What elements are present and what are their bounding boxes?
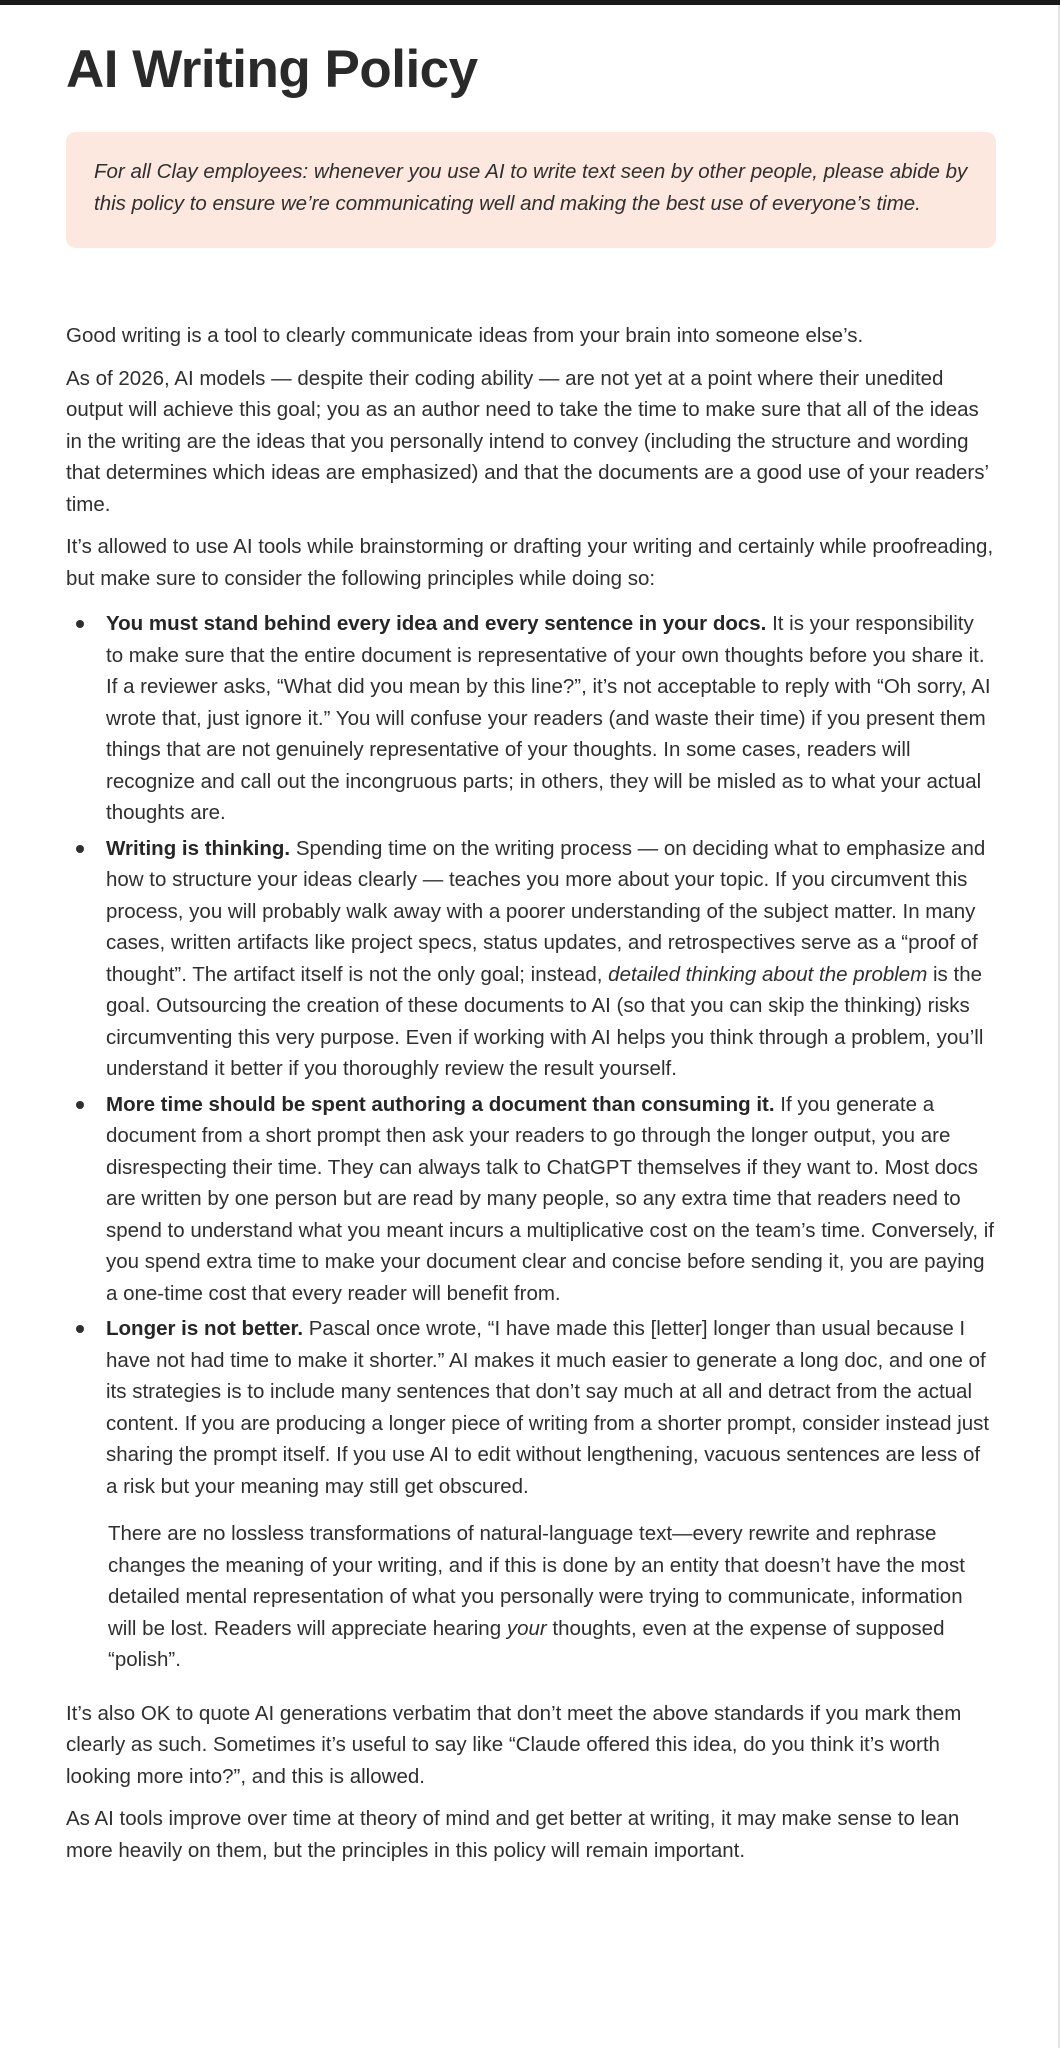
bullet-icon (76, 845, 84, 853)
page-title: AI Writing Policy (66, 40, 478, 99)
indented-paragraph (66, 1518, 996, 1676)
list-item (66, 833, 996, 1085)
list-item (66, 1089, 996, 1310)
principle-emphasis: detailed thinking about the problem (608, 962, 928, 986)
principle-heading: Longer is not better. (106, 1317, 304, 1340)
document-page (66, 38, 996, 1877)
indented-paragraph-text-continued: thoughts, even at the expense of supposed “polish”. (108, 1616, 945, 1671)
intro-paragraph-3: It’s allowed to use AI tools while brainstorming or drafting your writing and certainly while proofreading, but make sure to consider the following principles while doing so: (66, 535, 994, 590)
list-item (66, 1313, 996, 1502)
document-body (66, 320, 996, 1866)
principle-text-continued: is the goal. Outsourcing the creation of these documents to AI (so that you can skip the thinking) risks circumventing this very purpose. Even if working with AI helps you think through a problem, you’ll understand it better if you thoroughly review the result yourself. (106, 962, 984, 1080)
principle-heading: More time should be spent authoring a document than consuming it. (106, 1092, 775, 1116)
principle-text: Pascal once wrote, “I have made this [letter] longer than usual because I have not had time to make it shorter.” AI makes it much easier to generate a long doc, and one of its strategies is to include many sentences that don’t say much at all and detract from the actual content. If you are producing a longer piece of writing from a shorter prompt, consider instead just sharing the prompt itself. If you use AI to edit without lengthening, vacuous sentences are less of a risk but your meaning may still get obscured. (106, 1317, 990, 1498)
bullet-icon (76, 620, 84, 628)
bullet-icon (76, 1325, 84, 1333)
intro-paragraph-2: As of 2026, AI models — despite their coding ability — are not yet at a point where their unedited output will achieve this goal; you as an author need to take the time to make sure that all of the ideas in the writing are the ideas that you personally intend to convey (including the structure and wording that determines which ideas are emphasized) and that the documents are a good use of your readers’ time. (66, 366, 989, 516)
principles-list (66, 608, 996, 1502)
callout-text: For all Clay employees: whenever you use AI to write text seen by other people, please abide by this policy to ensure we’re communicating well and making the best use of everyone’s time. (94, 160, 968, 215)
window-top-bar (0, 0, 1060, 5)
closing-paragraph-2: As AI tools improve over time at theory of mind and get better at writing, it may make sense to lean more heavily on them, but the principles in this policy will remain important. (66, 1807, 960, 1862)
list-item (66, 608, 996, 829)
principle-heading: Writing is thinking. (106, 836, 291, 860)
principle-text: It is your responsibility to make sure that the entire document is representative of your own thoughts before you share it. If a reviewer asks, “What did you mean by this line?”, it’s not acceptable to reply with “Oh sorry, AI wrote that, just ignore it.” You will confuse your readers (and waste their time) if you present them things that are not genuinely representative of your thoughts. In some cases, readers will recognize and call out the incongruous parts; in others, they will be misled as to what your actual thoughts are. (106, 612, 991, 824)
principle-text: If you generate a document from a short prompt then ask your readers to go through the longer output, you are disrespecting their time. They can always talk to ChatGPT themselves if they want to. Most docs are written by one person but are read by many people, so any extra time that readers need to spend to understand what you meant incurs a multiplicative cost on the team’s time. Conversely, if you spend extra time to make your document clear and concise before sending it, you are paying a one-time cost that every reader will benefit from. (106, 1092, 995, 1305)
indented-paragraph-text: There are no lossless transformations of natural-language text—every rewrite and rephrase changes the meaning of your writing, and if this is done by an entity that doesn’t have the most detailed mental representation of what you personally were trying to communicate, information will be lost. Readers will appreciate hearing (108, 1522, 965, 1640)
intro-paragraph-1: Good writing is a tool to clearly communicate ideas from your brain into someone else’s. (66, 324, 864, 347)
closing-paragraph-1: It’s also OK to quote AI generations verbatim that don’t meet the above standards if you mark them clearly as such. Sometimes it’s useful to say like “Claude offered this idea, do you think it’s worth looking more into?”, and this is allowed. (66, 1701, 962, 1788)
principle-text: Spending time on the writing process — on deciding what to emphasize and how to structure your ideas clearly — teaches you more about your topic. If you circumvent this process, you will probably walk away with a poorer understanding of the subject matter. In many cases, written artifacts like project specs, status updates, and retrospectives serve as a “proof of thought”. The artifact itself is not the only goal; instead, (106, 836, 986, 986)
callout-box (66, 132, 996, 248)
bullet-icon (76, 1101, 84, 1109)
principle-heading: You must stand behind every idea and every sentence in your docs. (106, 612, 767, 635)
indented-paragraph-emphasis: your (506, 1616, 547, 1640)
